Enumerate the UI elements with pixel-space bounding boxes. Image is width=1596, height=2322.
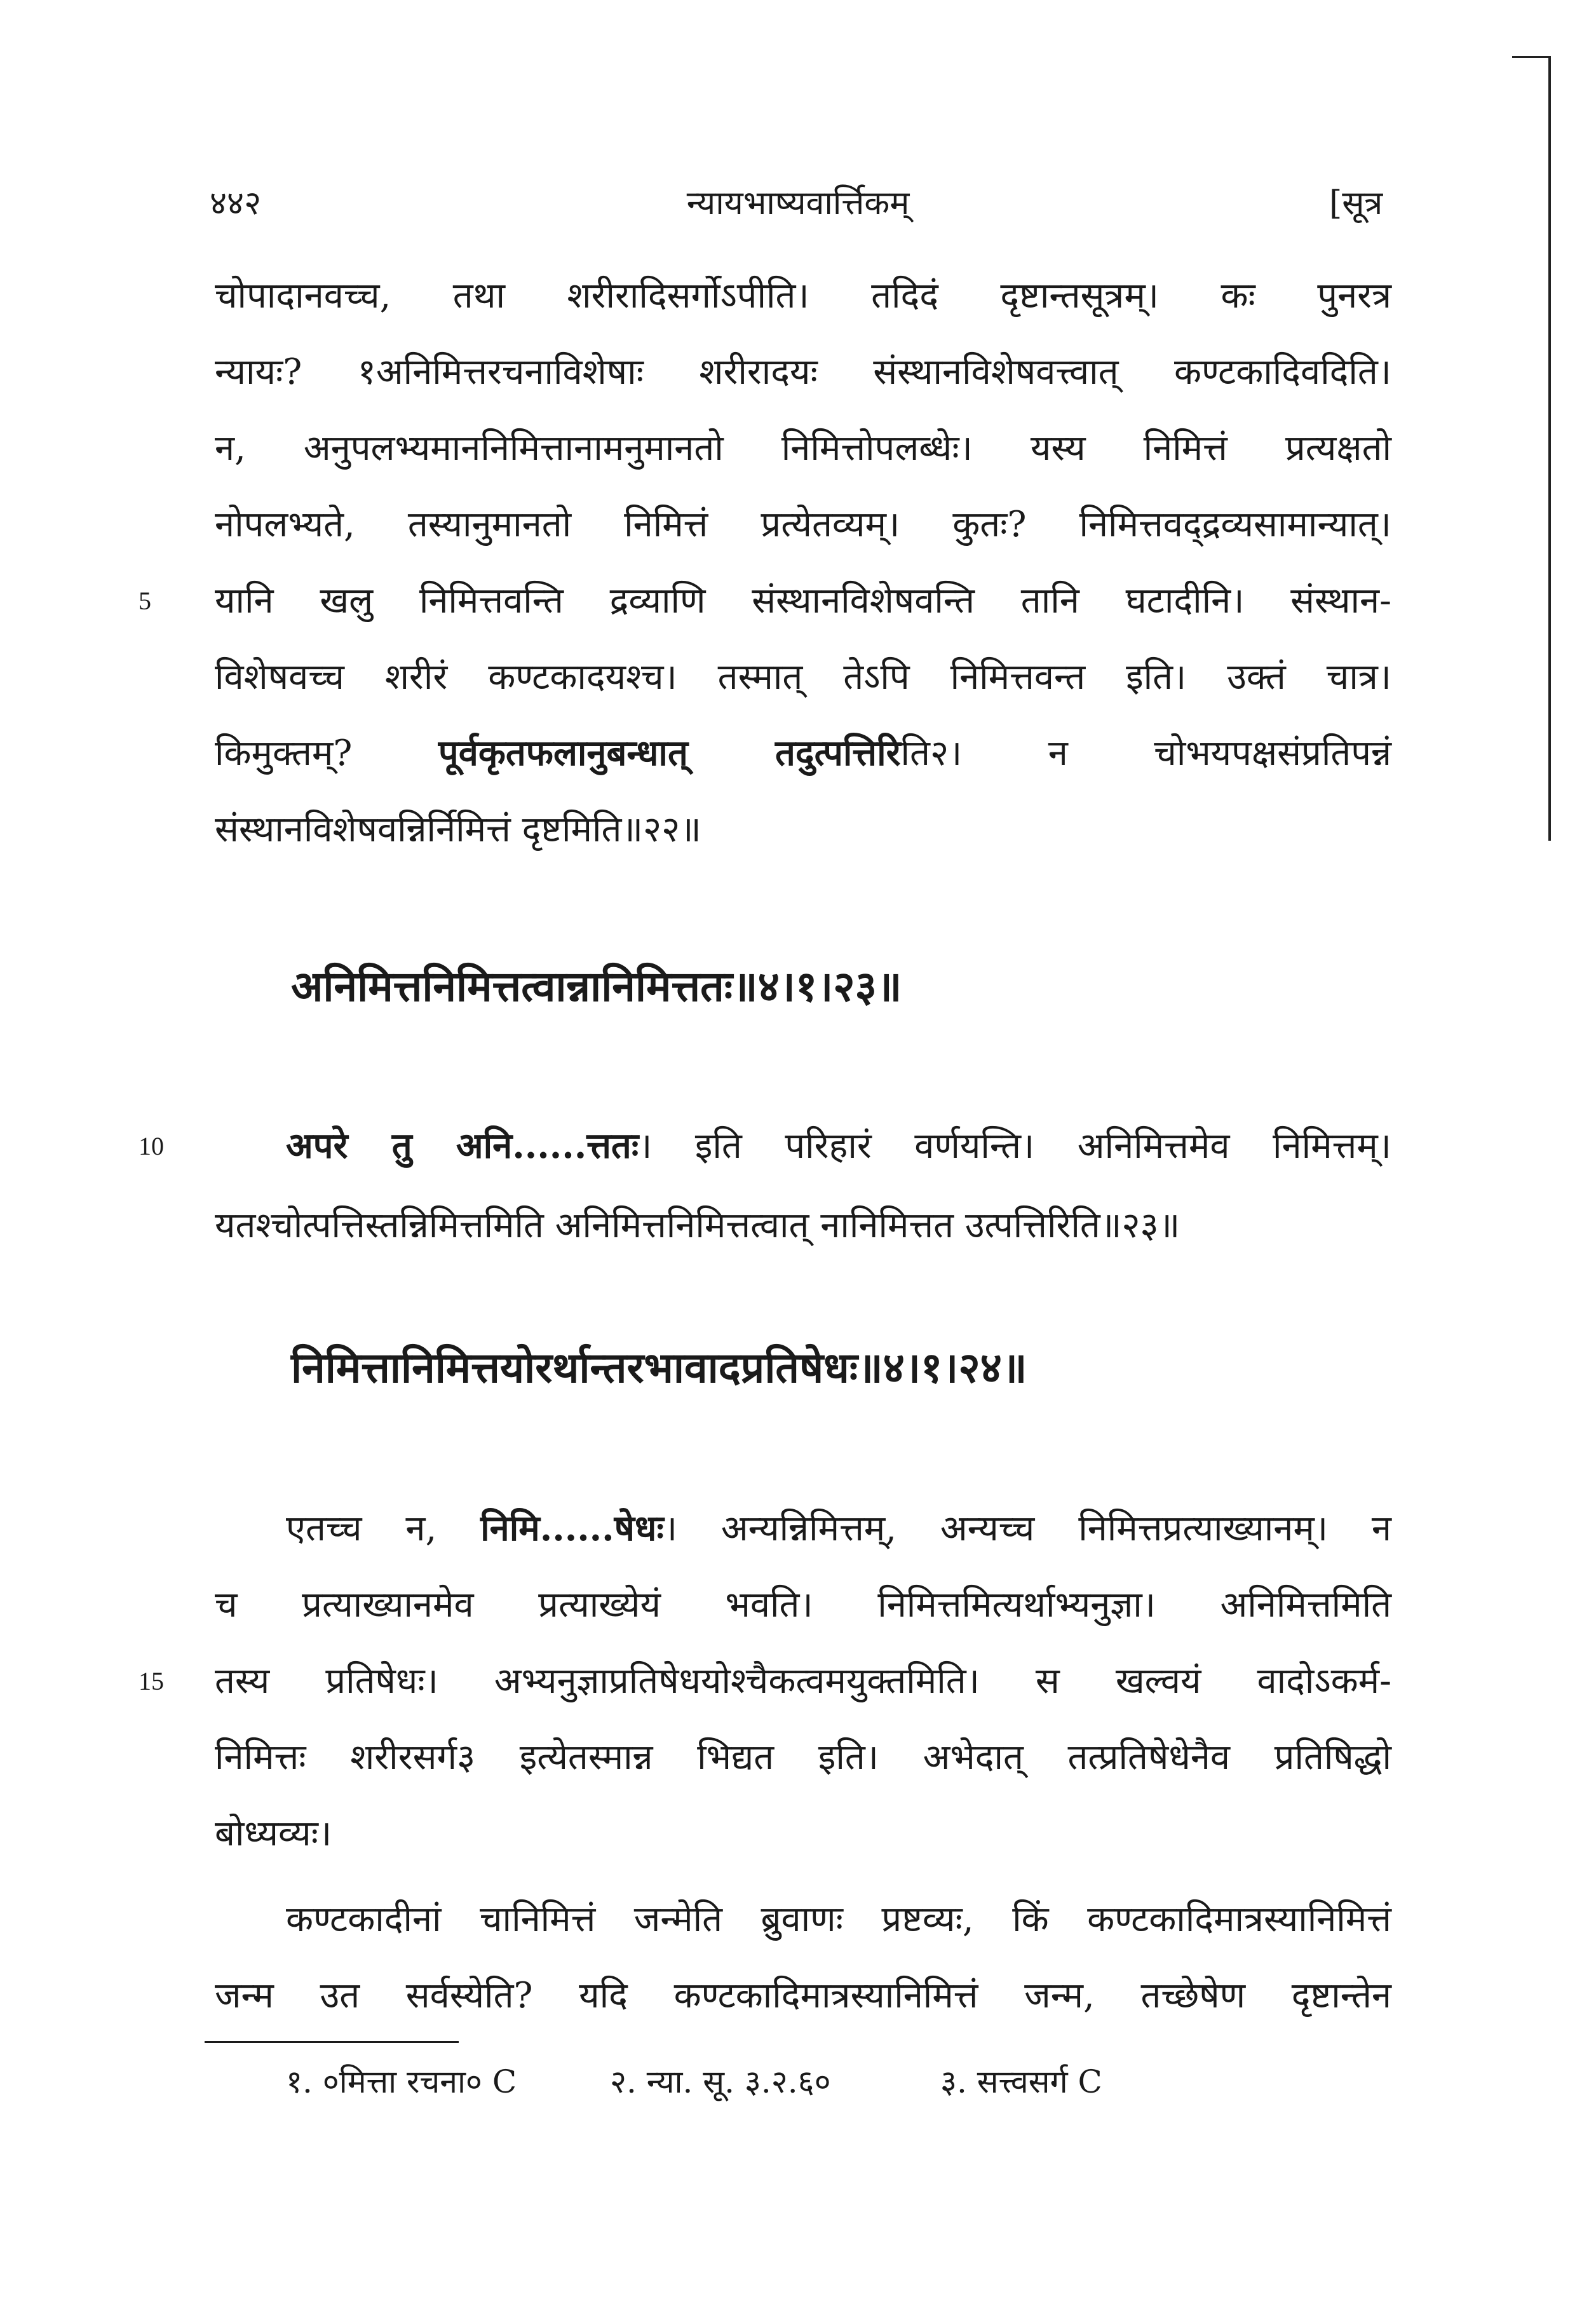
- line-number: 5: [139, 587, 151, 615]
- text-run: ति२। न चोभयपक्षसंप्रतिपन्नं: [900, 733, 1391, 774]
- section-marker: [सूत्र: [1329, 184, 1383, 222]
- page-edge-line: [1548, 56, 1551, 841]
- text-run: । अन्यन्निमित्तम्, अन्यच्च निमित्तप्रत्याख्यानम्। न: [663, 1508, 1392, 1549]
- text-line: विशेषवच्च शरीरं कण्टकादयश्च। तस्मात् तेऽपि निमित्तवन्त इति। उक्तं चात्र।: [215, 656, 1391, 698]
- text-line: [215, 728, 1391, 776]
- text-line: यानि खलु निमित्तवन्ति द्रव्याणि संस्थानविशेषवन्ति तानि घटादीनि। संस्थान-: [215, 580, 1391, 621]
- text-line: निमित्तः शरीरसर्ग३ इत्येतस्मान्न भिद्यत इति। अभेदात् तत्प्रतिषेधेनैव प्रतिषिद्धो: [215, 1737, 1391, 1778]
- text-line: [286, 1503, 1391, 1551]
- page-edge-tick: [1512, 56, 1550, 58]
- bold-lemma: अपरे तु अनि......त्ततः: [286, 1125, 639, 1167]
- sutra-heading: अनिमित्तनिमित्तत्वान्नानिमित्ततः॥४।१।२३॥: [291, 961, 902, 1011]
- text-line: बोध्यव्यः।: [215, 1813, 332, 1854]
- text-line: न, अनुपलभ्यमाननिमित्तानामनुमानतो निमित्तोपलब्धेः। यस्य निमित्तं प्रत्यक्षतो: [215, 428, 1391, 469]
- footnote: ३. सत्त्वसर्ग C: [940, 2063, 1102, 2100]
- page-number: ४४२: [210, 184, 262, 222]
- footnote-rule: [205, 2041, 459, 2043]
- bold-quote: पूर्वकृतफलानुबन्धात् तदुत्पत्तिरि: [438, 732, 901, 774]
- text-line: चोपादानवच्च, तथा शरीरादिसर्गोऽपीति। तदिदं दृष्टान्तसूत्रम्। कः पुनरत्र: [215, 275, 1391, 316]
- text-run: । इति परिहारं वर्णयन्ति। अनिमित्तमेव निमित्तम्।: [639, 1125, 1391, 1167]
- line-number: 10: [139, 1132, 164, 1160]
- text-line: यतश्चोत्पत्तिस्तन्निमित्तमिति अनिमित्तनिमित्तत्वात् नानिमित्तत उत्पत्तिरिति॥२३॥: [215, 1205, 1180, 1246]
- text-line: न्यायः? १अनिमित्तरचनाविशेषाः शरीरादयः संस्थानविशेषवत्त्वात् कण्टकादिवदिति।: [215, 351, 1391, 393]
- sutra-heading: निमित्तानिमित्तयोरर्थान्तरभावादप्रतिषेधः॥४।१।२४॥: [291, 1343, 1027, 1392]
- text-line: [286, 1120, 1391, 1169]
- bold-lemma: निमि......षेधः: [480, 1507, 664, 1549]
- text-line: संस्थानविशेषवन्निर्निमित्तं दृष्टमिति॥२२॥: [215, 809, 701, 850]
- text-line: नोपलभ्यते, तस्यानुमानतो निमित्तं प्रत्येतव्यम्। कुतः? निमित्तवद्द्रव्यसामान्यात्।: [215, 504, 1391, 545]
- running-title: न्यायभाष्यवार्त्तिकम्: [686, 184, 910, 222]
- footnote: २. न्या. सू. ३.२.६०: [610, 2063, 831, 2100]
- text-line: कण्टकादीनां चानिमित्तं जन्मेति ब्रुवाणः प्रष्टव्यः, किं कण्टकादिमात्रस्यानिमित्तं: [286, 1899, 1391, 1940]
- text-line: तस्य प्रतिषेधः। अभ्यनुज्ञाप्रतिषेधयोश्चैकत्वमयुक्तमिति। स खल्वयं वादोऽकर्म-: [215, 1660, 1391, 1702]
- text-run: एतच्च न,: [286, 1508, 481, 1549]
- footnote: १. ०मित्ता रचना० C: [286, 2063, 517, 2100]
- text-run: किमुक्तम्?: [215, 733, 438, 774]
- text-line: जन्म उत सर्वस्येति? यदि कण्टकादिमात्रस्यानिमित्तं जन्म, तच्छेषेण दृष्टान्तेन: [215, 1975, 1391, 2016]
- line-number: 15: [139, 1667, 164, 1695]
- text-line: च प्रत्याख्यानमेव प्रत्याख्येयं भवति। निमित्तमित्यर्थाभ्यनुज्ञा। अनिमित्तमिति: [215, 1584, 1391, 1626]
